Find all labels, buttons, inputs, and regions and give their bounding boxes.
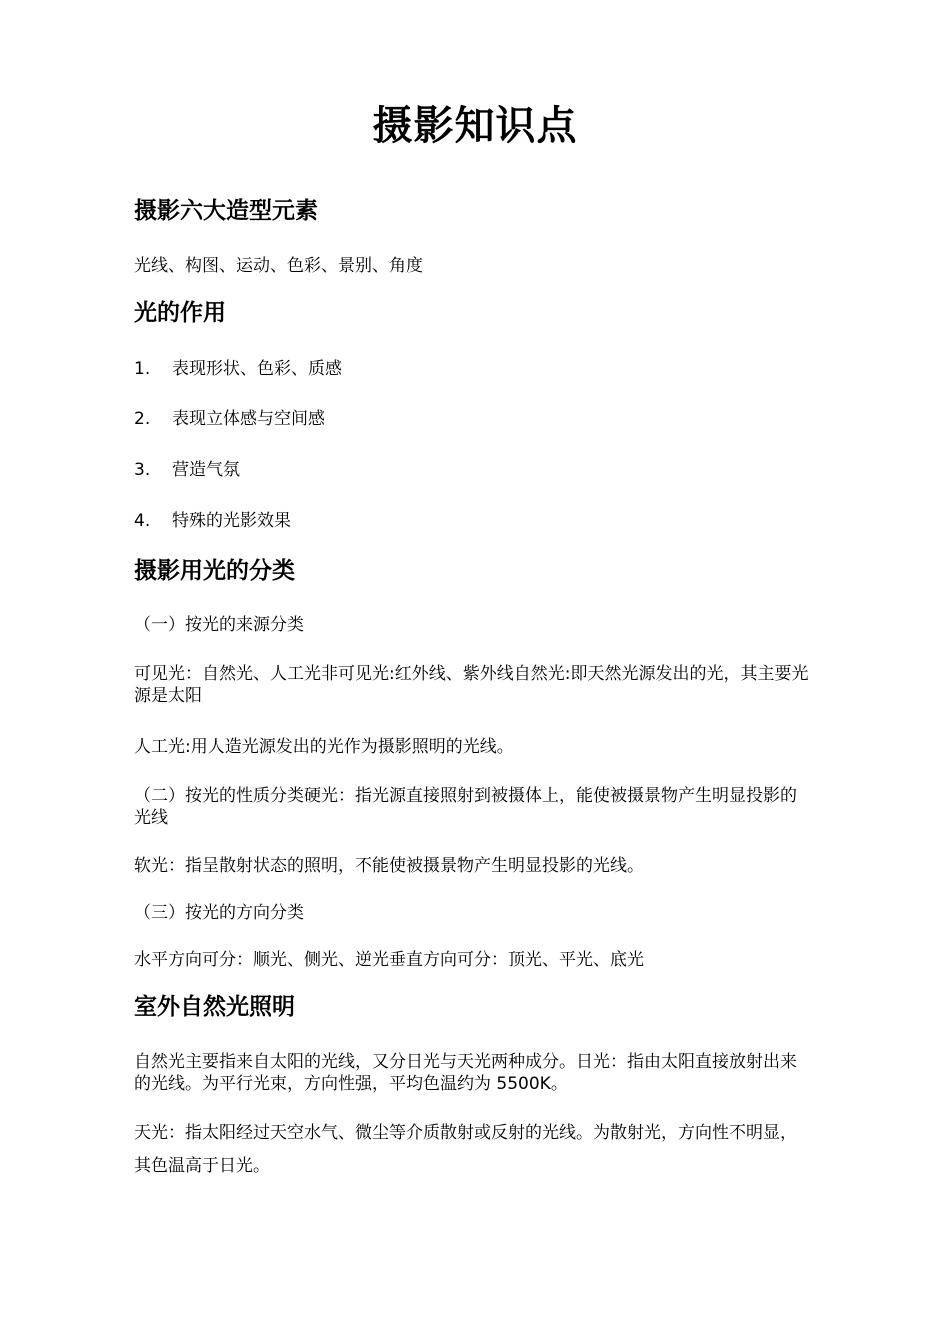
document-title: 摄影知识点 xyxy=(372,103,578,149)
list-item-text: 营造气氛 xyxy=(172,460,240,480)
list-item-text: 特殊的光影效果 xyxy=(172,511,291,531)
paragraph-elements: 光线、构图、运动、色彩、景别、角度 xyxy=(134,256,423,276)
paragraph-directions: 水平方向可分：顺光、侧光、逆光垂直方向可分：顶光、平光、底光 xyxy=(134,950,644,970)
section-heading-outdoor-light: 室外自然光照明 xyxy=(134,994,295,1020)
paragraph-visible-light: 可见光：自然光、人工光非可见光:红外线、紫外线自然光:即天然光源发出的光，其主要光源是太阳 xyxy=(134,664,809,706)
paragraph-hard-light: （二）按光的性质分类硬光：指光源直接照射到被摄体上，能使被摄景物产生明显投影的光线 xyxy=(134,786,797,828)
list-item xyxy=(134,510,291,532)
section-heading-light-function: 光的作用 xyxy=(134,300,226,326)
list-item xyxy=(134,358,342,380)
paragraph-skylight: 天光：指太阳经过天空水气、微尘等介质散射或反射的光线。为散射光，方向性不明显，其色温高于日光。 xyxy=(134,1123,797,1176)
list-item xyxy=(134,408,325,430)
section-heading-light-classification: 摄影用光的分类 xyxy=(134,558,295,584)
list-item-number: 3. xyxy=(134,460,151,480)
paragraph-sunlight: 自然光主要指来自太阳的光线，又分日光与天光两种成分。日光：指由太阳直接放射出来的光线。为平行光束，方向性强，平均色温约为 5500K。 xyxy=(134,1052,797,1094)
paragraph-soft-light: 软光：指呈散射状态的照明，不能使被摄景物产生明显投影的光线。 xyxy=(134,856,644,876)
paragraph-artificial-light: 人工光:用人造光源发出的光作为摄影照明的光线。 xyxy=(134,737,514,757)
list-item xyxy=(134,459,240,481)
list-item-text: 表现形状、色彩、质感 xyxy=(172,359,342,379)
paragraph-by-source: （一）按光的来源分类 xyxy=(134,615,304,635)
list-item-number: 4. xyxy=(134,511,151,531)
list-item-text: 表现立体感与空间感 xyxy=(172,409,325,429)
paragraph-by-direction: （三）按光的方向分类 xyxy=(134,903,304,923)
section-heading-elements: 摄影六大造型元素 xyxy=(134,198,318,224)
list-item-number: 2. xyxy=(134,409,151,429)
list-item-number: 1. xyxy=(134,359,151,379)
